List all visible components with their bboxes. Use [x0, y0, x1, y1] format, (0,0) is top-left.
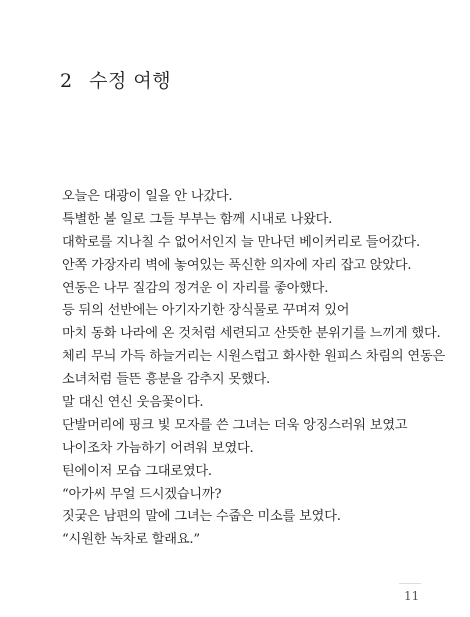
text-line: “아가씨 무얼 드시겠습니까?: [62, 486, 222, 502]
text-line: 특별한 볼 일로 그들 부부는 함께 시내로 나왔다.: [62, 211, 333, 227]
text-line: 나이조차 가늠하기 어려워 보였다.: [62, 440, 254, 456]
text-line: 등 뒤의 선반에는 아기자기한 장식물로 꾸며져 있어: [62, 303, 350, 319]
chapter-number: 2: [60, 70, 73, 92]
body-text: [62, 186, 446, 552]
text-line: 대학로를 지나칠 수 없어서인지 늘 만나던 베이커리로 들어갔다.: [62, 234, 420, 250]
text-line: 단발머리에 핑크 빛 모자를 쓴 그녀는 더욱 앙징스러워 보였고: [62, 417, 408, 433]
text-line: 체리 무늬 가득 하늘거리는 시원스럽고 화사한 원피스 차림의 연동은: [62, 349, 446, 365]
text-line: 연동은 나무 질감의 정겨운 이 자리를 좋아했다.: [62, 280, 329, 296]
text-line: 말 대신 연신 웃음꽃이다.: [62, 395, 204, 411]
text-line: 짓궂은 남편의 말에 그녀는 수줍은 미소를 보였다.: [62, 509, 341, 525]
chapter-title-text: 수정 여행: [89, 70, 172, 92]
text-line: 안쪽 가장자리 벽에 놓여있는 푹신한 의자에 자리 잡고 앉았다.: [62, 257, 412, 273]
text-line: 오늘은 대광이 일을 안 나갔다.: [62, 189, 233, 204]
text-line: 마치 동화 나라에 온 것처럼 세련되고 산뜻한 분위기를 느끼게 했다.: [62, 326, 441, 342]
chapter-title: [60, 66, 171, 93]
page-number-rule: [399, 583, 421, 584]
text-line: 소녀처럼 들뜬 흥분을 감추지 못했다.: [62, 372, 271, 388]
page-number: 11: [404, 589, 420, 603]
text-line: 틴에이저 모습 그대로였다.: [62, 463, 212, 479]
text-line: “시원한 녹차로 할래요.”: [62, 532, 200, 548]
